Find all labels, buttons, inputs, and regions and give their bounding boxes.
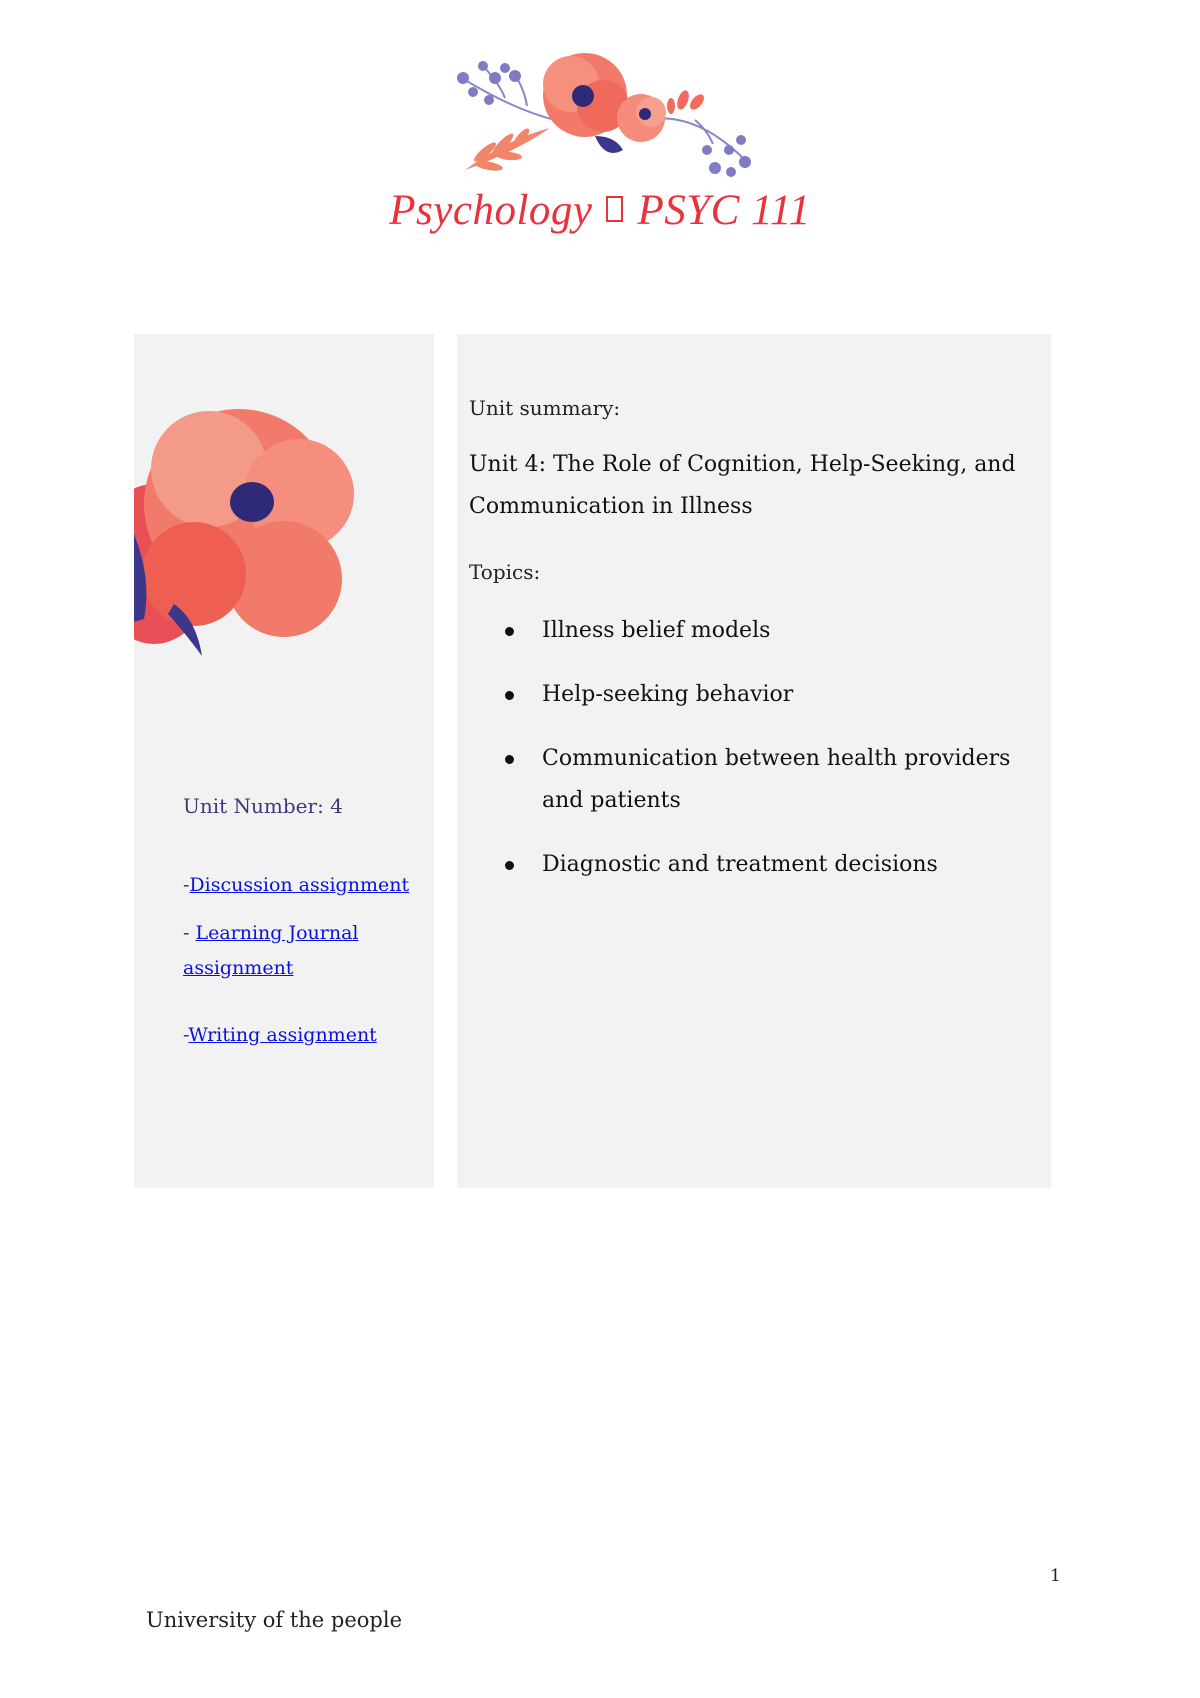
footer-text: University of the people xyxy=(146,1608,402,1632)
assignment-links xyxy=(183,868,423,1053)
page-number: 1 xyxy=(1050,1566,1061,1586)
document-title xyxy=(0,186,1200,235)
list-prefix: - xyxy=(183,874,190,896)
floral-bouquet-icon xyxy=(445,40,775,190)
unit-summary-panel xyxy=(457,334,1051,1188)
topic-item: Diagnostic and treatment decisions xyxy=(469,844,1039,886)
list-item xyxy=(183,868,423,903)
poppy-flower-icon xyxy=(134,364,384,664)
list-prefix: - xyxy=(183,1024,189,1046)
topics-label: Topics: xyxy=(469,560,541,584)
topic-item: Illness belief models xyxy=(469,610,1039,652)
title-course-code: PSYC 111 xyxy=(637,187,811,234)
topic-item: Communication between health providers and patients xyxy=(469,738,1039,822)
discussion-assignment-link[interactable]: Discussion assignment xyxy=(189,874,410,896)
summary-label: Unit summary: xyxy=(469,396,621,420)
sidebar-panel xyxy=(134,334,434,1188)
topic-item: Help-seeking behavior xyxy=(469,674,1039,716)
list-prefix: - xyxy=(183,922,196,944)
unit-heading: Unit 4: The Role of Cognition, Help-Seeking, and Communication in Illness xyxy=(469,452,1016,519)
writing-assignment-link[interactable]: Writing assignment xyxy=(188,1024,377,1046)
learning-journal-assignment-link[interactable]: Learning Journal assignment xyxy=(183,922,359,979)
title-subject: Psychology xyxy=(389,187,593,234)
list-item xyxy=(183,1018,423,1053)
unit-number: Unit Number: 4 xyxy=(183,794,343,818)
topics-list xyxy=(469,610,1039,908)
list-item xyxy=(183,916,423,986)
separator-glyph-icon xyxy=(606,196,623,222)
